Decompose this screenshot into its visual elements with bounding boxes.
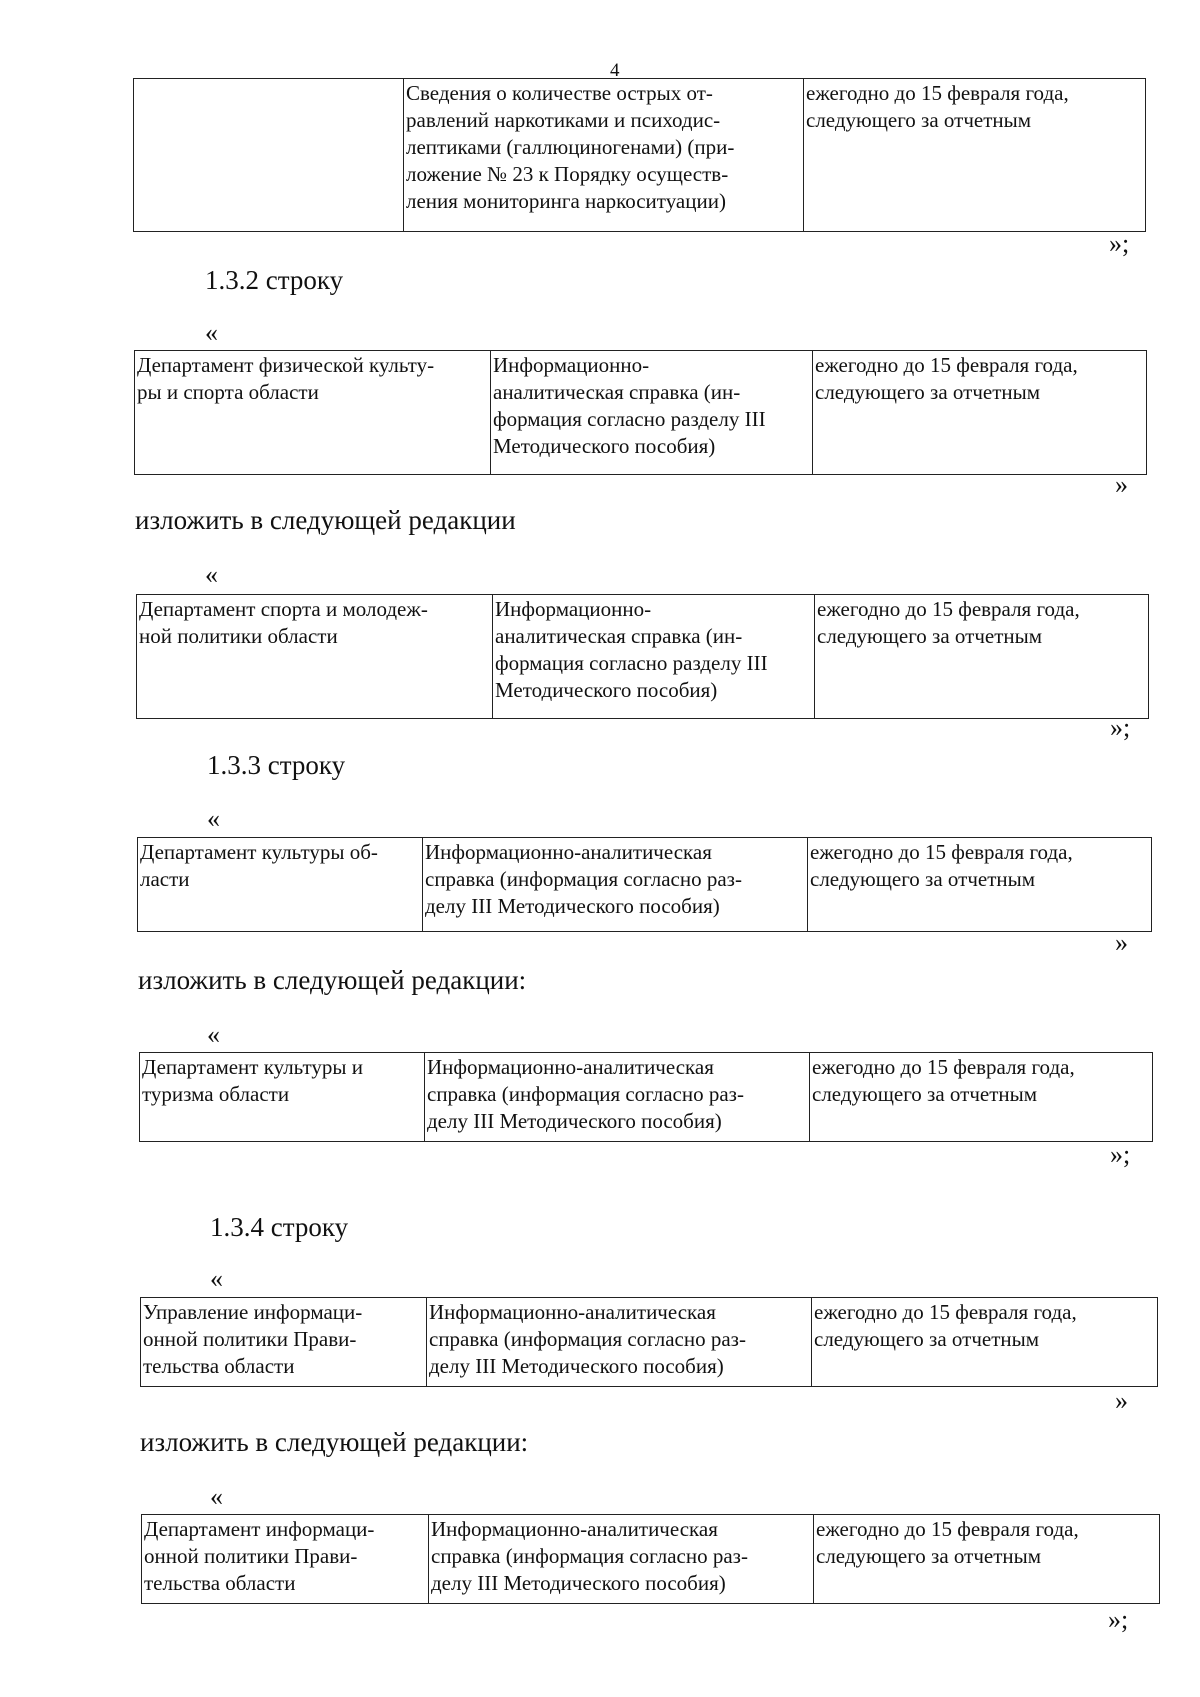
document-cell: Информационно-аналитическая справка (информация согласно раз- делу III Методического пособия)	[427, 1298, 812, 1387]
open-quote: «	[210, 1482, 223, 1511]
department-cell: Департамент информаци- онной политики Прави- тельства области	[142, 1515, 429, 1604]
edit-instruction: изложить в следующей редакции:	[138, 965, 527, 995]
close-quote: »;	[1108, 1605, 1129, 1634]
deadline-cell: ежегодно до 15 февраля года, следующего за отчетным	[815, 595, 1149, 719]
open-quote: «	[210, 1264, 223, 1293]
department-cell	[134, 79, 404, 232]
table-row-6	[141, 1514, 1160, 1604]
table-row-1	[134, 350, 1147, 475]
edit-instruction: изложить в следующей редакции:	[140, 1427, 529, 1457]
table-row-4	[139, 1052, 1153, 1142]
edit-instruction: изложить в следующей редакции	[135, 505, 516, 535]
table-row-5	[140, 1297, 1158, 1387]
close-quote: »;	[1109, 229, 1130, 258]
heading-1-3-3: 1.3.3 строку	[207, 750, 346, 780]
open-quote: «	[205, 560, 218, 589]
open-quote: «	[205, 318, 218, 347]
document-cell: Информационно-аналитическая справка (информация согласно раз- делу III Методического пособия)	[429, 1515, 814, 1604]
department-cell: Департамент культуры об- ласти	[138, 838, 423, 932]
document-cell: Информационно- аналитическая справка (ин- формация согласно разделу III Методического пособия)	[493, 595, 815, 719]
close-quote: »	[1115, 928, 1128, 957]
table-row-2	[136, 594, 1149, 719]
document-cell: Сведения о количестве острых от- равлений наркотиками и психодис- лептиками (галлюциногенами) (при- ложение № 23 к Порядку осуществ- ления мониторинга наркоситуации)	[404, 79, 804, 232]
department-cell: Департамент спорта и молодеж- ной политики области	[137, 595, 493, 719]
deadline-cell: ежегодно до 15 февраля года, следующего за отчетным	[813, 351, 1147, 475]
open-quote: «	[207, 1020, 220, 1049]
close-quote: »;	[1110, 713, 1131, 742]
department-cell: Управление информаци- онной политики Прави- тельства области	[141, 1298, 427, 1387]
heading-1-3-2: 1.3.2 строку	[205, 265, 344, 295]
document-cell: Информационно- аналитическая справка (ин- формация согласно разделу III Методического пособия)	[491, 351, 813, 475]
table-row-3	[137, 837, 1152, 932]
deadline-cell: ежегодно до 15 февраля года, следующего за отчетным	[810, 1053, 1153, 1142]
deadline-cell: ежегодно до 15 февраля года, следующего за отчетным	[814, 1515, 1160, 1604]
document-cell: Информационно-аналитическая справка (информация согласно раз- делу III Методического пособия)	[425, 1053, 810, 1142]
close-quote: »;	[1110, 1140, 1131, 1169]
heading-1-3-4: 1.3.4 строку	[210, 1212, 349, 1242]
deadline-cell: ежегодно до 15 февраля года, следующего за отчетным	[804, 79, 1146, 232]
close-quote: »	[1115, 470, 1128, 499]
deadline-cell: ежегодно до 15 февраля года, следующего за отчетным	[812, 1298, 1158, 1387]
close-quote: »	[1115, 1386, 1128, 1415]
department-cell: Департамент культуры и туризма области	[140, 1053, 425, 1142]
open-quote: «	[207, 804, 220, 833]
department-cell: Департамент физической культу- ры и спорта области	[135, 351, 491, 475]
document-cell: Информационно-аналитическая справка (информация согласно раз- делу III Методического пособия)	[423, 838, 808, 932]
deadline-cell: ежегодно до 15 февраля года, следующего за отчетным	[808, 838, 1152, 932]
page-number: 4	[610, 60, 620, 81]
table-row-0	[133, 78, 1146, 232]
